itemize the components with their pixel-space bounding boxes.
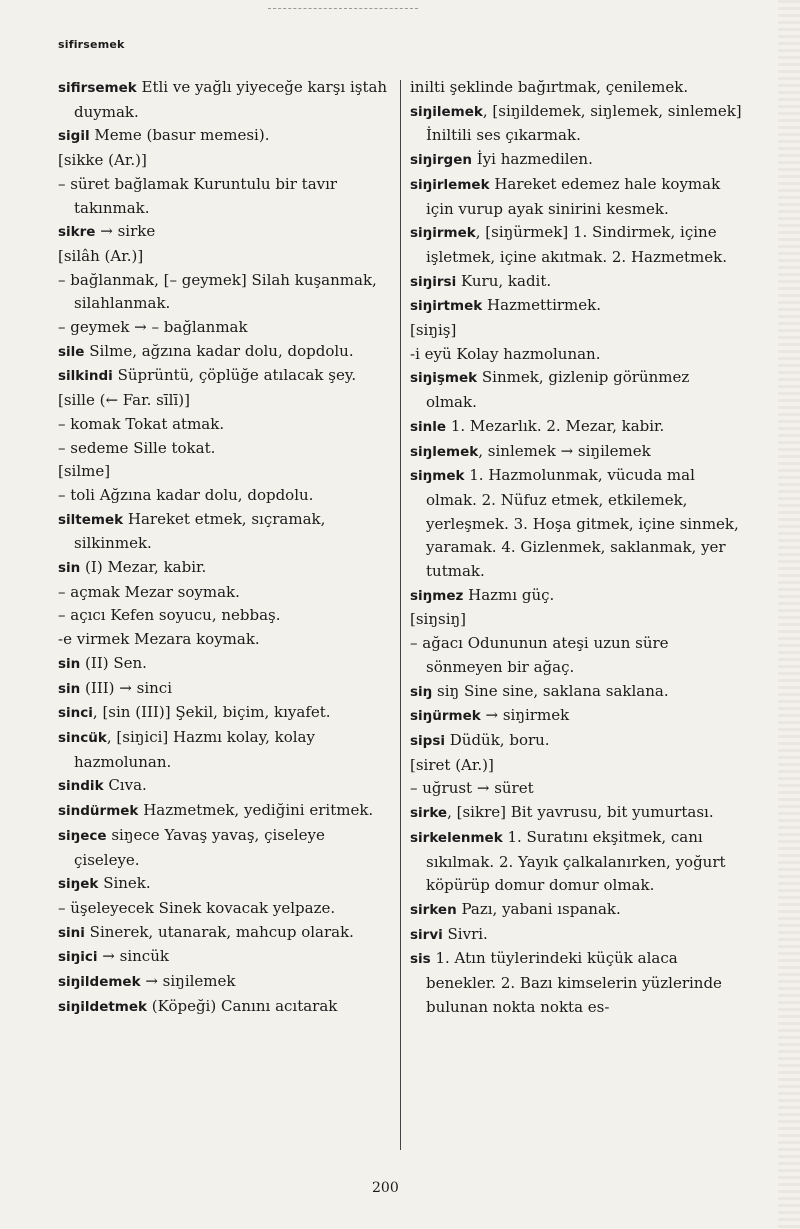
dictionary-entry — [410, 898, 744, 923]
entry-headword: sin — [58, 680, 81, 697]
entry-definition: Hareket edemez hale koymak için vurup ayak sinirini kesmek. — [426, 174, 721, 218]
entry-definition: Kuru, kadit. — [456, 271, 552, 290]
entry-definition: Pazı, yabani ıspanak. — [456, 899, 621, 918]
entry-definition: [siret (Ar.)] — [410, 755, 494, 774]
entry-headword: siŋece — [58, 827, 107, 844]
entry-headword: sincük — [58, 729, 107, 746]
entry-definition: , [siŋildemek, siŋlemek, sinlemek] İniltili ses çıkarmak. — [426, 101, 742, 145]
entry-headword: siŋici — [58, 949, 98, 966]
dictionary-entry — [58, 556, 390, 581]
entry-headword: siltemek — [58, 511, 124, 528]
entry-definition: Cıva. — [103, 776, 147, 795]
dictionary-entry — [58, 173, 390, 220]
dictionary-entry — [410, 294, 744, 319]
entry-definition: – bağlanmak, [– geymek] Silah kuşanmak, silahlanmak. — [58, 270, 377, 313]
dictionary-entry — [58, 413, 390, 437]
entry-headword: siŋirtmek — [410, 298, 483, 315]
entry-definition: Hazmı güç. — [463, 585, 555, 604]
entry-definition: (II) Sen. — [80, 653, 147, 672]
dictionary-entry — [410, 826, 744, 898]
entry-headword: sikre — [58, 224, 96, 241]
dictionary-entry — [58, 149, 390, 173]
dictionary-entry — [410, 801, 744, 826]
entry-definition: 1. Suratını ekşitmek, canı sıkılmak. 2. Yayık çalkalanırken, yoğurt köpürüp domur domur olmak. — [426, 827, 726, 895]
entry-headword: siŋürmek — [410, 708, 481, 725]
entry-headword: sinle — [410, 418, 447, 435]
entry-definition: , sinlemek → siŋilemek — [478, 441, 651, 460]
dictionary-entry — [410, 148, 744, 173]
entry-definition: siŋece Yavaş yavaş, çiseleye çiseleye. — [74, 825, 325, 869]
entry-definition: Etli ve yağlı yiyeceğe karşı iştah duymak. — [74, 78, 388, 121]
entry-definition: (Köpeği) Canını acıtarak — [147, 996, 338, 1015]
entry-definition: [siŋiş] — [410, 321, 457, 340]
column-divider — [400, 80, 401, 1150]
dictionary-entry — [410, 754, 744, 778]
dictionary-entry — [410, 680, 744, 705]
dictionary-entry — [58, 774, 390, 799]
dictionary-entry — [410, 729, 744, 754]
dictionary-entry — [58, 945, 390, 970]
dictionary-entry — [58, 604, 390, 628]
dictionary-entry — [58, 364, 390, 389]
entry-definition: Sinek. — [98, 874, 151, 893]
dictionary-entry — [410, 464, 744, 584]
page-edge — [778, 0, 800, 1229]
dictionary-entry — [58, 701, 390, 726]
top-rule — [268, 8, 418, 9]
entry-definition: Sinerek, utanarak, mahcup olarak. — [84, 922, 354, 941]
entry-definition: Düdük, boru. — [445, 730, 550, 749]
entry-definition: -i eyü Kolay hazmolunan. — [410, 344, 601, 363]
entry-definition: (III) → sinci — [80, 678, 172, 697]
entry-definition: Meme (basur memesi). — [89, 126, 270, 145]
entry-definition: → sincük — [97, 947, 169, 966]
dictionary-entry — [410, 366, 744, 414]
dictionary-entry — [410, 704, 744, 729]
dictionary-entry — [410, 76, 744, 100]
entry-definition: → siŋirmek — [480, 706, 570, 725]
dictionary-entry — [58, 897, 390, 921]
dictionary-entry — [58, 581, 390, 605]
entry-headword: siŋmek — [410, 468, 465, 485]
entry-definition: [silâh (Ar.)] — [58, 246, 144, 265]
entry-definition: , [sikre] Bit yavrusu, bit yumurtası. — [447, 803, 714, 822]
entry-definition: , [siŋici] Hazmı kolay, kolay hazmolunan. — [74, 727, 315, 771]
entry-definition: (I) Mezar, kabir. — [80, 558, 207, 577]
entry-definition: – süret bağlamak Kuruntulu bir tavır takınmak. — [58, 174, 338, 217]
entry-headword: sirvi — [410, 926, 443, 943]
entry-definition: Hareket etmek, sıçramak, silkinmek. — [74, 509, 326, 553]
entry-headword: siŋek — [58, 876, 99, 893]
dictionary-entry — [410, 415, 744, 440]
entry-headword: sirke — [410, 805, 448, 822]
dictionary-entry — [410, 440, 744, 465]
entry-definition: İyi hazmedilen. — [472, 150, 593, 169]
dictionary-entry — [58, 677, 390, 702]
dictionary-entry — [410, 100, 744, 148]
entry-headword: siŋildemek — [58, 974, 141, 991]
entry-definition: -e virmek Mezara koymak. — [58, 630, 260, 649]
entry-headword: sirkelenmek — [410, 829, 503, 846]
entry-definition: [siŋsiŋ] — [410, 610, 467, 629]
dictionary-entry — [58, 245, 390, 269]
dictionary-entry — [58, 970, 390, 995]
dictionary-entry — [410, 319, 744, 343]
dictionary-entry — [58, 628, 390, 652]
entry-definition: 1. Mezarlık. 2. Mezar, kabir. — [446, 416, 665, 435]
entry-headword: siŋirgen — [410, 152, 472, 169]
entry-headword: sindik — [58, 778, 104, 795]
dictionary-entry — [58, 484, 390, 508]
entry-definition: Sivri. — [442, 924, 488, 943]
dictionary-entry — [410, 608, 744, 632]
entry-definition: → siŋilemek — [140, 972, 236, 991]
dictionary-entry — [58, 508, 390, 556]
entry-definition: Hazmetmek, yediğini eritmek. — [138, 801, 374, 820]
dictionary-entry — [58, 995, 390, 1020]
entry-definition: , [siŋürmek] 1. Sindirmek, içine işletmek, içine akıtmak. 2. Hazmetmek. — [426, 223, 727, 266]
entry-definition: [sikke (Ar.)] — [58, 151, 147, 170]
dictionary-entry — [410, 947, 744, 1019]
entry-headword: siŋişmek — [410, 370, 478, 387]
entry-headword: sin — [58, 560, 81, 577]
dictionary-entry — [58, 726, 390, 774]
right-column — [410, 76, 744, 1019]
dictionary-entry — [58, 220, 390, 245]
entry-definition: inilti şeklinde bağırtmak, çenilemek. — [410, 78, 689, 96]
entry-headword: siŋilemek — [410, 103, 483, 120]
entry-headword: siŋ — [410, 683, 433, 700]
dictionary-entry — [58, 824, 390, 872]
entry-headword: sile — [58, 343, 85, 360]
entry-definition: – ağacı Odununun ateşi uzun süre sönmeyen bir ağaç. — [410, 634, 669, 676]
dictionary-entry — [410, 923, 744, 948]
entry-headword: siŋmez — [410, 587, 464, 604]
entry-headword: sirken — [410, 901, 457, 918]
left-column — [58, 76, 390, 1019]
dictionary-entry — [410, 584, 744, 609]
entry-headword: sinci — [58, 705, 93, 722]
dictionary-entry — [58, 269, 390, 316]
entry-headword: siŋirmek — [410, 225, 476, 242]
entry-definition: – sedeme Sille tokat. — [58, 438, 216, 457]
entry-headword: silkindi — [58, 368, 113, 385]
entry-definition: – komak Tokat atmak. — [58, 414, 225, 433]
dictionary-entry — [58, 799, 390, 824]
entry-definition: 1. Atın tüylerindeki küçük alaca benekler. 2. Bazı kimselerin yüzlerinde bulunan nokta nokta es- — [426, 949, 722, 1016]
dictionary-entry — [410, 777, 744, 801]
entry-definition: siŋ Sine sine, saklana saklana. — [432, 681, 669, 700]
entry-definition: Sinmek, gizlenip görünmez olmak. — [426, 368, 690, 412]
entry-definition: 1. Hazmolunmak, vücuda mal olmak. 2. Nüfuz etmek, etkilemek, yerleşmek. 3. Hoşa gitmek, içine sinmek, yaramak. 4. Gizlenmek, saklanmak, yer tutmak. — [426, 466, 739, 581]
page-number: 200 — [372, 1180, 399, 1196]
entry-headword: siŋildetmek — [58, 998, 148, 1015]
dictionary-entry — [58, 124, 390, 149]
entry-headword: sini — [58, 924, 85, 941]
entry-definition: Silme, ağzına kadar dolu, dopdolu. — [84, 341, 354, 360]
entry-headword: sigil — [58, 128, 90, 145]
entry-definition: [sille (← Far. sīlī)] — [58, 391, 190, 410]
entry-headword: sifirsemek — [58, 80, 137, 96]
entry-definition: – açıcı Kefen soyucu, nebbaş. — [58, 606, 281, 625]
entry-definition: – üşeleyecek Sinek kovacak yelpaze. — [58, 898, 336, 917]
dictionary-entry — [58, 76, 390, 124]
dictionary-entry — [58, 652, 390, 677]
dictionary-entry — [410, 632, 744, 679]
entry-headword: sindürmek — [58, 803, 139, 820]
dictionary-entry — [58, 340, 390, 365]
dictionary-entry — [58, 460, 390, 484]
entry-definition: Süprüntü, çöplüğe atılacak şey. — [112, 366, 357, 385]
dictionary-entry — [58, 316, 390, 340]
entry-headword: siŋirsi — [410, 273, 457, 290]
dictionary-entry — [58, 921, 390, 946]
entry-definition: – geymek → – bağlanmak — [58, 318, 248, 337]
entry-definition: – toli Ağzına kadar dolu, dopdolu. — [58, 485, 314, 504]
dictionary-entry — [58, 437, 390, 461]
entry-headword: sin — [58, 655, 81, 672]
entry-definition: – uğrust → süret — [410, 779, 534, 798]
entry-definition: [silme] — [58, 462, 111, 481]
entry-definition: – açmak Mezar soymak. — [58, 582, 240, 601]
dictionary-entry — [410, 343, 744, 367]
entry-headword: siŋirlemek — [410, 176, 490, 193]
entry-definition: , [sin (III)] Şekil, biçim, kıyafet. — [92, 703, 331, 722]
dictionary-entry — [410, 221, 744, 269]
dictionary-entry — [58, 872, 390, 897]
dictionary-entry — [58, 389, 390, 413]
entry-headword: siŋlemek — [410, 443, 479, 460]
dictionary-entry — [410, 173, 744, 221]
entry-definition: → sirke — [95, 222, 156, 241]
entry-headword: sis — [410, 951, 431, 968]
entry-headword: sipsi — [410, 732, 445, 749]
running-head: sifirsemek — [58, 38, 125, 51]
dictionary-entry — [410, 270, 744, 295]
entry-definition: Hazmettirmek. — [482, 296, 601, 315]
